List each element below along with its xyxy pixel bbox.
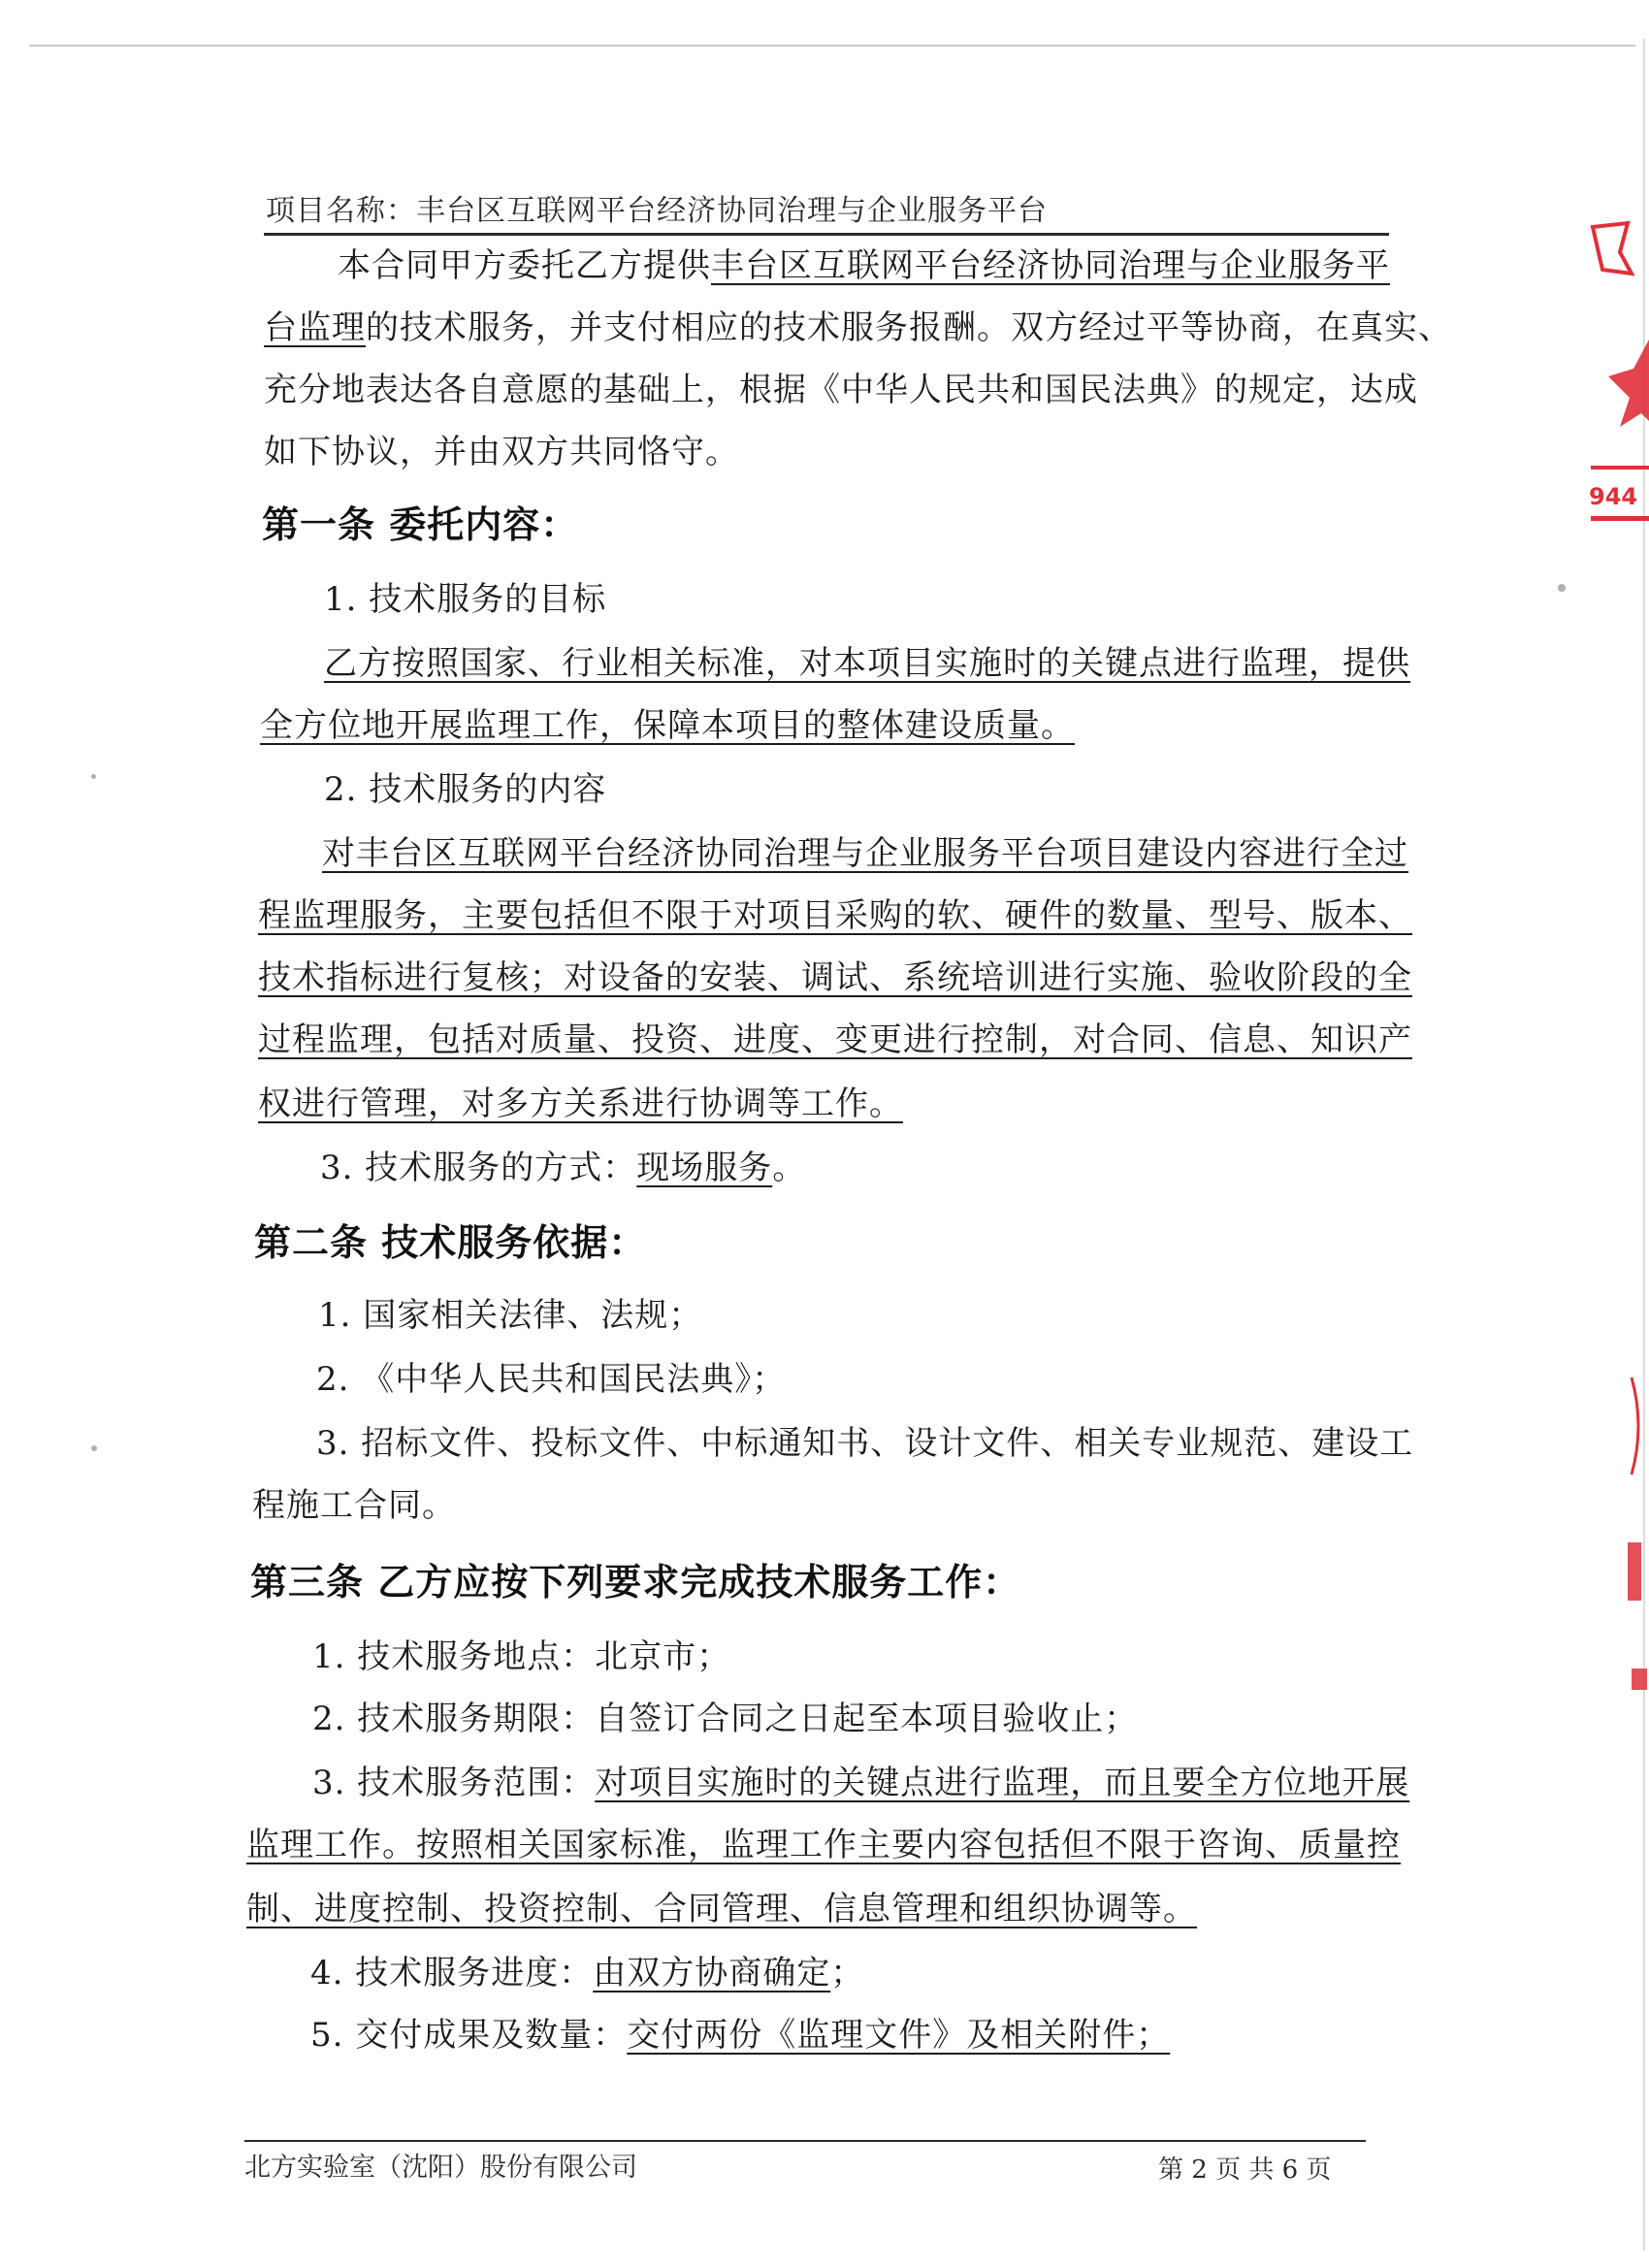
intro-line-2 <box>264 301 1452 348</box>
item-label: 4. 技术服务进度： <box>310 1954 594 1993</box>
project-name-underlined: 台监理 <box>264 308 366 347</box>
article-1-heading: 第一条 委托内容： <box>262 503 579 546</box>
article-1-item-2-line-1: 对丰台区互联网平台经济协同治理与企业服务平台项目建设内容进行全过 <box>322 834 1408 873</box>
page-header <box>264 184 1389 236</box>
seal-arc-fragment <box>1632 1377 1638 1474</box>
item-value: 现场服务 <box>636 1149 773 1187</box>
article-1-item-2-line-5: 权进行管理，对多方关系进行协调等工作。 <box>258 1085 903 1123</box>
article-1-item-3 <box>320 1141 806 1188</box>
article-1-item-2-line-4: 过程监理，包括对质量、投资、进度、变更进行控制，对合同、信息、知识产 <box>258 1021 1412 1059</box>
scan-speck <box>1558 584 1566 592</box>
article-3-item-3-line-2: 监理工作。按照相关国家标准，监理工作主要内容包括但不限于咨询、质量控 <box>246 1826 1401 1864</box>
article-3-item-4 <box>310 1946 864 1993</box>
seal-fragment-1 <box>1593 223 1632 274</box>
article-3-item-3-line-1 <box>312 1756 1409 1803</box>
article-1-item-1-label: 1. 技术服务的目标 <box>324 580 607 619</box>
article-2-item-3-line-2: 程施工合同。 <box>252 1486 456 1525</box>
article-3-item-5 <box>310 2008 1170 2056</box>
project-name-underlined: 丰台区互联网平台经济协同治理与企业服务平 <box>711 246 1390 285</box>
article-2-heading: 第二条 技术服务依据： <box>254 1221 647 1264</box>
item-label: 5. 交付成果及数量： <box>310 2016 628 2055</box>
footer-rule <box>244 2140 1366 2142</box>
article-3-item-3-line-3: 制、进度控制、投资控制、合同管理、信息管理和组织协调等。 <box>246 1890 1197 1928</box>
paging-seal-fragments <box>1573 213 1649 1727</box>
article-3-item-1: 1. 技术服务地点：北京市； <box>312 1637 731 1676</box>
article-3-heading: 第三条 乙方应按下列要求完成技术服务工作： <box>250 1561 1021 1604</box>
article-2-item-3-line-1: 3. 招标文件、投标文件、中标通知书、设计文件、相关专业规范、建设工 <box>316 1424 1414 1463</box>
project-title: 项目名称：丰台区互联网平台经济协同治理与企业服务平台 <box>266 194 1048 228</box>
intro-text: 的技术服务，并支付相应的技术服务报酬。双方经过平等协商，在真实、 <box>366 308 1452 347</box>
item-punct: ； <box>830 1954 865 1993</box>
article-1-item-2-label: 2. 技术服务的内容 <box>324 770 607 809</box>
item-value: 交付两份《监理文件》及相关附件； <box>627 2016 1171 2055</box>
scan-speck <box>91 774 96 779</box>
article-1-item-1-line-2: 全方位地开展监理工作，保障本项目的整体建设质量。 <box>260 706 1075 745</box>
article-1-item-2-line-2: 程监理服务，主要包括但不限于对项目采购的软、硬件的数量、型号、版本、 <box>258 896 1412 935</box>
footer-page-number: 第 2 页 共 6 页 <box>1158 2155 1332 2185</box>
intro-line-4: 如下协议，并由双方共同恪守。 <box>264 433 739 471</box>
footer-company: 北方实验室（沈阳）股份有限公司 <box>244 2153 637 2183</box>
seal-digits: 944 <box>1589 483 1638 510</box>
seal-ring-fragment <box>1591 516 1649 521</box>
item-value: 由双方协商确定 <box>593 1954 831 1993</box>
scan-speck <box>91 1445 97 1451</box>
seal-edge-fragment <box>1632 1669 1647 1690</box>
seal-ring-fragment <box>1591 466 1649 470</box>
article-2-item-2: 2. 《中华人民共和国民法典》； <box>316 1360 787 1399</box>
seal-edge-fragment <box>1628 1542 1641 1601</box>
intro-text: 本合同甲方委托乙方提供 <box>338 246 711 285</box>
article-2-item-1: 1. 国家相关法律、法规； <box>318 1296 703 1335</box>
article-1-item-2-line-3: 技术指标进行复核；对设备的安装、调试、系统培训进行实施、验收阶段的全 <box>258 958 1412 997</box>
seal-star-fragment <box>1608 340 1649 427</box>
item-label: 3. 技术服务的方式： <box>320 1149 637 1187</box>
item-label: 3. 技术服务范围： <box>312 1764 596 1802</box>
item-punct: 。 <box>772 1149 807 1187</box>
intro-line-3: 充分地表达各自意愿的基础上，根据《中华人民共和国民法典》的规定，达成 <box>264 371 1418 409</box>
intro-line-1 <box>338 239 1390 286</box>
article-3-item-2: 2. 技术服务期限：自签订合同之日起至本项目验收止； <box>312 1700 1139 1738</box>
scan-top-edge <box>29 45 1635 47</box>
item-value: 对项目实施时的关键点进行监理，而且要全方位地开展 <box>595 1764 1410 1802</box>
article-1-item-1-line-1: 乙方按照国家、行业相关标准，对本项目实施时的关键点进行监理，提供 <box>324 644 1410 683</box>
